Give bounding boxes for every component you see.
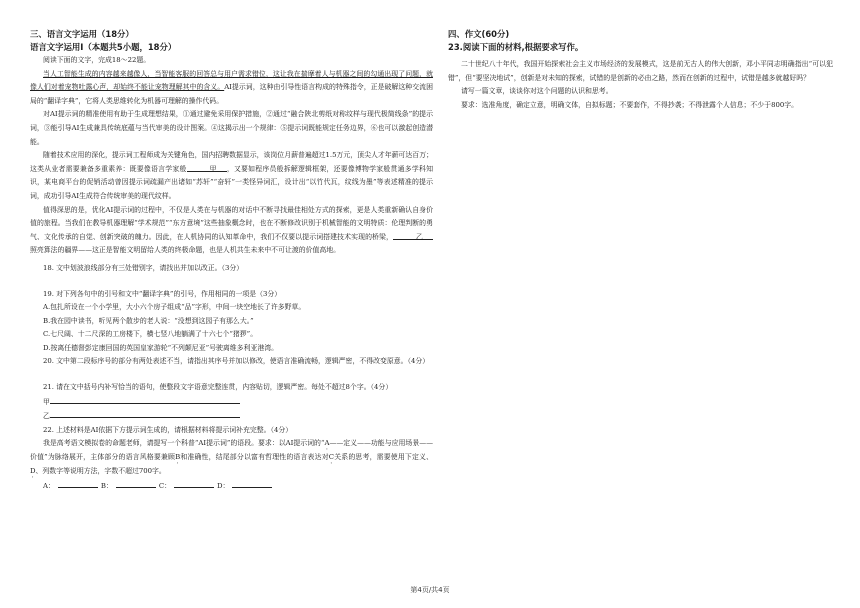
prompt-marker-b: B bbox=[175, 453, 181, 462]
option-19-a: A.包扎所设在一个小学里，大小六个房子组成“品”字形，中间一块空地长了许多野草。 bbox=[43, 303, 306, 312]
option-19-d: D.按离任德督彭定康回国的英国皇家游轮“不列颠尼亚”号驶离维多利亚港湾。 bbox=[43, 343, 279, 352]
answer-blank-a[interactable] bbox=[58, 479, 98, 488]
answer-row-22 bbox=[30, 479, 433, 494]
blank-yi bbox=[393, 231, 433, 240]
question-22: 22. 上述材料是AI依据下方提示词生成的，请根据材料将提示词补充完整。（4分） bbox=[43, 425, 293, 434]
blank-jia-label: 甲 bbox=[209, 164, 217, 173]
answer-label-jia: 甲 bbox=[43, 397, 50, 406]
answer-label-d: D： bbox=[217, 482, 230, 491]
passage-paragraph-4 bbox=[30, 204, 433, 258]
answer-blank-jia[interactable] bbox=[50, 395, 240, 404]
prompt-text-b: ——定义——功能与应用场景——价值”为脉络展开，主体部分的语言风格要兼顾 bbox=[30, 439, 434, 462]
prompt-marker-a: A bbox=[324, 439, 330, 448]
reading-instruction: 阅读下面的文字，完成18～22题。 bbox=[43, 56, 151, 64]
paragraph-1-rest: AI提示词，这种由引导性语言构成的特殊指令，正是破解这种交流困局的“翻译字典”，它将人类思维转化为机器可理解的操作代码。 bbox=[30, 83, 433, 105]
question-19: 19. 对下列各句中的引号和文中“翻译字典”的引号，作用相同的一项是（3分） bbox=[43, 289, 282, 298]
paragraph-4-text-b: 照亮算法的疆界——这正是智能文明留给人类的终极命题，也是人机共生未来中不可让渡的价值高地。 bbox=[30, 246, 341, 255]
answer-label-yi: 乙 bbox=[43, 412, 50, 421]
passage-paragraph-2: 对AI提示词的精准使用有助于生成理想结果，①通过避免采用保护措施，②通过“融合陕北剪纸对称纹样与现代极简线条”的提示词，③能引导AI生成兼具传统底蕴与当代审美的设计图案。④这揭示出一个规律：⑤提示词既能规定任务边界，⑥也可以激起创造潜能。 bbox=[30, 110, 433, 146]
answer-blank-c[interactable] bbox=[174, 479, 214, 488]
question-18: 18. 文中划波浪线部分有三处错别字，请找出并加以改正。（3分） bbox=[43, 263, 244, 272]
answer-blank-b[interactable] bbox=[116, 479, 156, 488]
prompt-text-a: 我是高考语文模拟卷的命题老师，请提写一个科普“AI提示词”的语段。要求：以AI提示词的“ bbox=[43, 439, 325, 448]
ai-prompt-text bbox=[30, 437, 433, 479]
essay-requirements: 要求：选准角度，确定立意，明确文体，自拟标题；不要套作，不得抄袭；不得泄露个人信息；不少于800字。 bbox=[461, 100, 799, 109]
answer-label-b: B： bbox=[100, 482, 113, 491]
prompt-text-d: 关系的思考，需要使用下定义、 bbox=[334, 453, 434, 462]
question-20: 20. 文中第二段标序号的部分有两处表述不当，请指出其序号并加以修改，使语言准确流畅，逻辑严密，不得改变原意。（4分） bbox=[43, 357, 430, 366]
page-number: 第4页/共4页 bbox=[410, 586, 450, 594]
answer-line-yi bbox=[30, 409, 433, 424]
question-23-title: 23.阅读下面的材料,根据要求写作。 bbox=[448, 42, 584, 52]
answer-blank-d[interactable] bbox=[232, 479, 272, 488]
passage-paragraph-3 bbox=[30, 149, 433, 203]
section-title-essay: 四、作文(60分) bbox=[448, 29, 510, 39]
section-title-language: 三、语言文字运用（18分） bbox=[30, 29, 134, 39]
passage-paragraph-1 bbox=[30, 68, 433, 109]
prompt-text-e: 、列数字等说明方法，字数不超过700字。 bbox=[35, 467, 166, 476]
answer-label-a: A： bbox=[43, 482, 55, 491]
answer-blank-yi[interactable] bbox=[50, 409, 240, 418]
prompt-text-c: 和准确性，结尾部分以富有哲理性的语言表达对 bbox=[180, 453, 329, 462]
answer-line-jia bbox=[30, 395, 433, 410]
blank-yi-label: 乙 bbox=[416, 232, 423, 241]
essay-material: 二十世纪八十年代，我国开始探索社会主义市场经济的发展模式，这是前无古人的伟大创新，邓小平同志明确指出“可以犯错”，但“要坚决地试”，创新是对未知的探索，试错的是创新的必由之路，然而在创新的过程中，试错是越多就越好吗？ bbox=[448, 60, 833, 82]
option-19-b: B.我在园中读书，听见两个散步的老人说：“没想到这园子有那么大。” bbox=[43, 316, 254, 325]
paragraph-4-text-a: 值得深思的是，优化AI提示词的过程中，不仅是人类在与机器的对话中不断寻找最佳相处方式的探索，更是人类重新确认自身价值的旅程。当我们在教导机器理解“学术规范”“东方意境”这些抽象概念时，也在不断修改识别于机械智能的文明特质：伦理判断的勇气、文化传承的自觉、创新突破的魄力。因此，在人机协同的认知革命中，我们不仅要以提示词搭建技术实现的桥梁， bbox=[30, 205, 433, 241]
subsection-title: 语言文字运用Ⅰ（本题共5小题，18分） bbox=[30, 42, 177, 52]
blank-jia bbox=[187, 163, 227, 172]
prompt-marker-d: D bbox=[30, 467, 36, 476]
option-19-c: C.七尺阔、十二尺深的工房楼下，横七竖八地躺满了十六七个“猪猡”。 bbox=[43, 330, 258, 339]
prompt-marker-c: C bbox=[328, 453, 335, 462]
paragraph-3-text-a: 随着技术应用的深化，提示词工程师成为关键角色，国内招聘数据显示，该岗位月薪普遍超过1.5万元，顶尖人才年薪可达百万；这类从业者需要兼备多重素养：既要像语言学家般 bbox=[30, 151, 433, 173]
essay-task: 请写一篇文章，谈谈你对这个问题的认识和思考。 bbox=[461, 87, 613, 96]
left-column bbox=[30, 28, 433, 494]
right-column bbox=[448, 28, 833, 112]
wavy-underlined-text: 当人工智能生成的内容越来越像人，当智能客服的回答总与用户需求错位，这让我在揣摩着人与机器之间的勾通出现了问题，就像人们对着宠物吐露心声，却始终不能让宠物理解其中的含义。 bbox=[30, 69, 433, 92]
question-21: 21. 请在文中括号内补写恰当的语句，使整段文字语意完整连贯，内容贴切，逻辑严密。每处不超过8个字。（4分） bbox=[43, 383, 393, 392]
paragraph-3-text-b: ，又要如程序员般拆解逻辑框架，还要像博物学家般贯通多学科知识，某电商平台的促销活动曾因提示词疏漏产出诸如“苏轩”“奋轩”一类怪异词汇，设计出“以竹代瓦，纹线为墨”等表述精准的提示词，成功引导AI生成符合传统审美的现代纹样。 bbox=[30, 164, 434, 200]
answer-label-c: C： bbox=[158, 482, 172, 491]
